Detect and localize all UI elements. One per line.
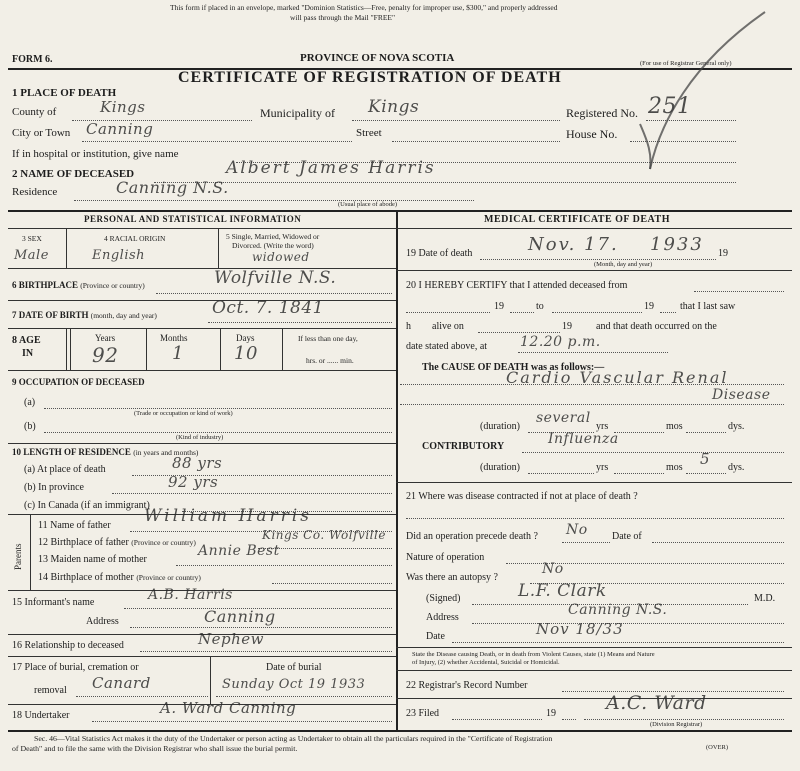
age-label-2: IN — [22, 348, 34, 359]
signed-value: L.F. Clark — [518, 581, 607, 601]
mother-value: Annie Best — [198, 543, 280, 559]
sex-value: Male — [14, 248, 49, 263]
certify-to: to — [536, 301, 544, 312]
alive-19: 19 — [562, 321, 572, 332]
death-occurred-text: and that death occurred on the — [596, 321, 717, 332]
last-saw-text: that I last saw — [680, 301, 736, 312]
duration-mos: mos — [666, 421, 683, 432]
father-value: William Harris — [144, 506, 312, 526]
residence-b-value: 92 yrs — [168, 473, 219, 491]
time-of-death: 12.20 p.m. — [520, 334, 601, 350]
occupation-label: 9 OCCUPATION OF DECEASED — [12, 377, 145, 387]
burial-place-value: Canard — [92, 674, 151, 692]
operation-value: No — [566, 522, 588, 538]
relationship-label: 16 Relationship to deceased — [12, 640, 124, 651]
residence-c-label: (c) In Canada (if an immigrant) — [24, 500, 150, 511]
personal-section-title: PERSONAL AND STATISTICAL INFORMATION — [84, 214, 302, 224]
hospital-label: If in hospital or institution, give name — [12, 148, 179, 160]
violent-note-2: of Injury, (2) whether Accidental, Suicidal or Homicidal. — [412, 659, 560, 666]
father-birthplace-value: Kings Co. Wolfville — [262, 528, 386, 542]
informant-value: A.B. Harris — [148, 587, 233, 603]
county-label: County of — [12, 106, 57, 118]
alive-on-text: alive on — [432, 321, 464, 332]
death-year-value: 1933 — [650, 234, 704, 255]
months-value: 1 — [172, 343, 184, 364]
racial-value: English — [92, 248, 146, 263]
registrar-check-mark — [600, 4, 770, 174]
contributory-label: CONTRIBUTORY — [422, 441, 505, 452]
violent-note-1: State the Disease causing Death, or in death from Violent Causes, state (1) Means and Nature — [412, 651, 655, 658]
operation-label: Did an operation precede death ? — [406, 531, 538, 542]
date-stated-text: date stated above, at — [406, 341, 488, 352]
duration-yrs: yrs — [596, 421, 609, 432]
abode-note: (Usual place of abode) — [338, 201, 398, 208]
division-registrar-note: (Division Registrar) — [650, 721, 703, 728]
months-label: Months — [160, 333, 188, 343]
marital-label-2: Divorced. (Write the word) — [232, 241, 314, 250]
father-birthplace-label: 12 Birthplace of father (Province or country) — [38, 537, 196, 548]
burial-date-value: Sunday Oct 19 1933 — [222, 677, 366, 692]
nature-operation-label: Nature of operation — [406, 552, 485, 563]
city-value: Canning — [86, 120, 154, 138]
marital-label-1: 5 Single, Married, Widowed or — [226, 232, 320, 241]
registered-no-value: 251 — [648, 94, 692, 119]
death-year-suffix: 19 — [718, 248, 728, 259]
city-label: City or Town — [12, 127, 71, 139]
duration2-label: (duration) — [480, 462, 520, 473]
municipality-label: Municipality of — [260, 106, 335, 120]
certify-from-19: 19 — [494, 301, 504, 312]
cause-label: The CAUSE OF DEATH was as follows:— — [422, 362, 605, 373]
informant-label: 15 Informant's name — [12, 597, 95, 608]
envelope-note-2: will pass through the Mail "FREE" — [290, 13, 396, 22]
racial-label: 4 RACIAL ORIGIN — [104, 234, 166, 243]
province-heading: PROVINCE OF NOVA SCOTIA — [300, 52, 455, 64]
duration-label: (duration) — [480, 421, 520, 432]
occupation-b: (b) — [24, 421, 36, 432]
years-label: Years — [95, 333, 116, 343]
footer-line-2: of Death" and to file the same with the Division Registrar who shall issue the burial permit. — [12, 744, 298, 753]
signed-label: (Signed) — [426, 593, 461, 604]
county-value: Kings — [100, 98, 146, 116]
registrar-use-note: (For use of Registrar General only) — [640, 60, 732, 67]
registered-no-label: Registered No. — [566, 106, 638, 120]
parents-side-label: Parents — [13, 543, 23, 570]
years-value: 92 — [92, 343, 119, 367]
age-label-1: 8 AGE — [12, 335, 41, 346]
operation-date-label: Date of — [612, 531, 642, 542]
mother-label: 13 Maiden name of mother — [38, 554, 147, 565]
doctor-date-value: Nov 18/33 — [536, 620, 624, 638]
contributory-value: Influenza — [548, 431, 619, 447]
residence-label: Residence — [12, 186, 58, 198]
filed-label: 23 Filed — [406, 708, 440, 719]
cause-value-2: Disease — [712, 387, 771, 403]
filed-by-value: A.C. Ward — [606, 692, 707, 714]
footer-line-1: Sec. 46—Vital Statistics Act makes it the duty of the Undertaker or person acting as Undertaker to obtain all the particulars required in the "Certificate of Registration — [34, 734, 553, 743]
doctor-date-label: Date — [426, 631, 445, 642]
father-label: 11 Name of father — [38, 520, 111, 531]
medical-section-title: MEDICAL CERTIFICATE OF DEATH — [484, 214, 670, 225]
days-label: Days — [236, 333, 255, 343]
place-of-death-label: 1 PLACE OF DEATH — [12, 87, 117, 99]
footer-over: (OVER) — [706, 744, 729, 751]
certificate-title: CERTIFICATE OF REGISTRATION OF DEATH — [178, 69, 562, 86]
hrs-min-label: hrs. or ...... min. — [306, 356, 354, 365]
certify-to-19: 19 — [644, 301, 654, 312]
envelope-note-1: This form if placed in an envelope, marked "Dominion Statistics—Free, penalty for improper use, $300," and properly addressed — [170, 3, 558, 12]
undertaker-label: 18 Undertaker — [12, 710, 70, 721]
death-date-label: 19 Date of death — [406, 248, 473, 259]
dob-value: Oct. 7. 1841 — [212, 298, 324, 318]
form-number: FORM 6. — [12, 54, 53, 65]
residence-length-label: 10 LENGTH OF RESIDENCE (in years and months) — [12, 447, 199, 457]
occupation-a: (a) — [24, 397, 36, 408]
occupation-b-note: (Kind of industry) — [176, 434, 224, 441]
street-label: Street — [356, 127, 382, 139]
occupation-a-note: (Trade or occupation or kind of work) — [134, 410, 233, 417]
house-no-label: House No. — [566, 127, 618, 141]
duration2-dys: dys. — [728, 462, 745, 473]
center-divider — [396, 210, 398, 730]
md-label: M.D. — [754, 593, 776, 604]
dob-label: 7 DATE OF BIRTH (month, day and year) — [12, 310, 157, 320]
burial-date-label: Date of burial — [266, 662, 322, 673]
burial-label-1: 17 Place of burial, cremation or — [12, 662, 139, 673]
deceased-name-value: Albert James Harris — [226, 158, 436, 178]
birthplace-value: Wolfville N.S. — [214, 268, 337, 288]
autopsy-label: Was there an autopsy ? — [406, 572, 498, 583]
disease-contracted-label: 21 Where was disease contracted if not at place of death ? — [406, 491, 638, 502]
sex-label: 3 SEX — [22, 234, 42, 243]
days-value: 10 — [234, 343, 258, 364]
birthplace-label: 6 BIRTHPLACE (Province or country) — [12, 280, 145, 290]
informant-address-value: Canning — [204, 607, 276, 626]
informant-address-label: Address — [86, 616, 119, 627]
burial-label-2: removal — [34, 685, 67, 696]
doctor-address-label: Address — [426, 612, 459, 623]
death-date-value: Nov. 17. — [528, 234, 619, 255]
alive-h: h — [406, 321, 411, 332]
marital-value: widowed — [252, 250, 310, 264]
duration-value: several — [536, 410, 591, 426]
deceased-name-label: 2 NAME OF DECEASED — [12, 168, 135, 180]
relationship-value: Nephew — [198, 630, 264, 648]
duration2-yrs: yrs — [596, 462, 609, 473]
mother-birthplace-label: 14 Birthplace of mother (Province or country) — [38, 572, 201, 583]
residence-b-label: (b) In province — [24, 482, 84, 493]
filed-19: 19 — [546, 708, 556, 719]
residence-value: Canning N.S. — [116, 178, 229, 197]
autopsy-value: No — [542, 561, 564, 577]
cause-value-1: Cardio Vascular Renal — [506, 368, 729, 387]
residence-a-label: (a) At place of death — [24, 464, 106, 475]
less-than-day-label: If less than one day, — [298, 334, 358, 343]
municipality-value: Kings — [368, 97, 420, 117]
duration2-mos-value: 5 — [700, 450, 711, 468]
duration2-mos: mos — [666, 462, 683, 473]
certify-text: 20 I HEREBY CERTIFY that I attended deceased from — [406, 280, 628, 291]
residence-a-value: 88 yrs — [172, 454, 223, 472]
registrar-record-label: 22 Registrar's Record Number — [406, 680, 528, 691]
undertaker-value: A. Ward Canning — [160, 699, 297, 717]
doctor-address-value: Canning N.S. — [568, 602, 668, 618]
duration-dys: dys. — [728, 421, 745, 432]
death-date-sub: (Month, day and year) — [594, 261, 653, 268]
